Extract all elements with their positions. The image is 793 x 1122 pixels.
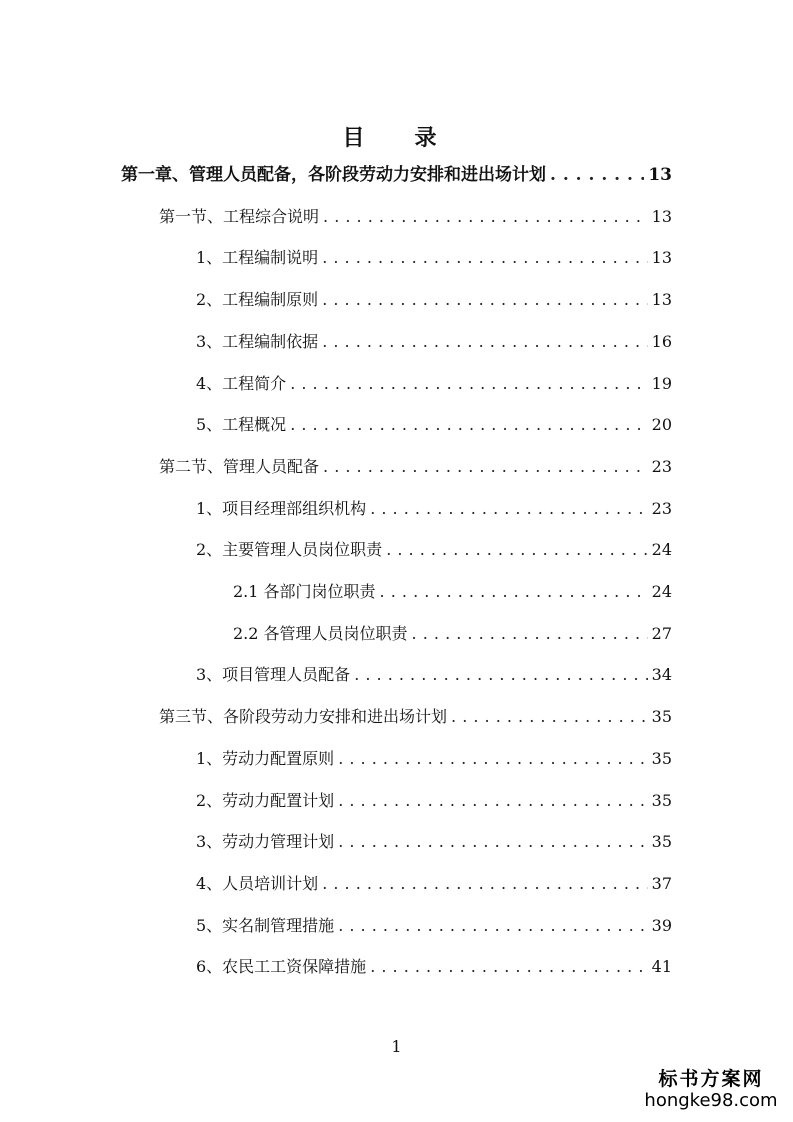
toc-entry-title: 2、工程编制原则 — [196, 290, 319, 310]
toc-entry[interactable] — [196, 286, 672, 314]
toc-entry-title: 2.1 各部门岗位职责 — [233, 582, 376, 601]
toc-entry[interactable] — [196, 495, 672, 523]
toc-entry-page: 16 — [651, 331, 672, 351]
watermark — [636, 1068, 786, 1112]
toc-entry-page: 23 — [651, 498, 672, 518]
toc-dot-leader — [338, 828, 647, 856]
toc-entry-page: 24 — [651, 540, 672, 560]
toc-entry-title: 3、项目管理人员配备 — [196, 665, 351, 685]
toc-entry-title: 第一章、管理人员配备，各阶段劳动力安排和进出场计划 — [121, 165, 546, 185]
toc-entry-page: 35 — [651, 748, 672, 768]
toc-entry[interactable] — [196, 953, 672, 981]
toc-entry[interactable] — [159, 203, 672, 231]
page-title: 目 录 — [342, 125, 451, 151]
toc-dot-leader — [354, 661, 647, 689]
toc-entry-title: 1、项目经理部组织机构 — [196, 498, 367, 518]
toc-entry[interactable] — [159, 453, 672, 481]
toc-dot-leader — [370, 495, 647, 523]
toc-dot-leader — [338, 745, 647, 773]
toc-entry-title: 1、劳动力配置原则 — [196, 748, 335, 768]
toc-entry[interactable] — [159, 703, 672, 731]
toc-entry[interactable] — [196, 745, 672, 773]
toc-entry-page: 37 — [651, 873, 672, 893]
toc-entry-page: 35 — [651, 832, 672, 852]
toc-entry[interactable] — [196, 411, 672, 439]
toc-entry-title: 5、实名制管理措施 — [196, 915, 335, 935]
toc-entry-page: 13 — [651, 248, 672, 268]
toc-entry[interactable] — [196, 370, 672, 398]
toc-dot-leader — [290, 370, 647, 398]
watermark-url: hongke98.com — [644, 1090, 778, 1111]
toc-entry-title: 2、劳动力配置计划 — [196, 790, 335, 810]
toc-entry-page: 24 — [651, 582, 672, 601]
toc-entry-title: 第一节、工程综合说明 — [159, 206, 320, 226]
toc-entry-page: 23 — [651, 456, 672, 476]
toc-entry-page: 41 — [651, 957, 672, 977]
toc-entry[interactable] — [196, 661, 672, 689]
toc-entry-page: 19 — [651, 373, 672, 393]
toc-entry-title: 6、农民工工资保障措施 — [196, 957, 367, 977]
toc-dot-leader — [370, 953, 647, 981]
toc-entry[interactable] — [196, 328, 672, 356]
toc-entry-title: 第三节、各阶段劳动力安排和进出场计划 — [159, 707, 448, 727]
toc-dot-leader — [338, 787, 647, 815]
toc-entry[interactable] — [196, 536, 672, 564]
toc-entry[interactable] — [233, 578, 672, 606]
toc-entry-page: 27 — [651, 623, 672, 643]
page-number: 1 — [391, 1037, 402, 1056]
toc-entry-title: 3、工程编制依据 — [196, 331, 319, 351]
toc-entry[interactable] — [196, 912, 672, 940]
toc-dot-leader — [386, 536, 647, 564]
toc-entry-page: 35 — [651, 790, 672, 810]
toc-entry-title: 4、人员培训计划 — [196, 873, 319, 893]
toc-dot-leader — [290, 411, 647, 439]
toc-entry-page: 13 — [651, 206, 672, 226]
toc-dot-leader — [338, 912, 647, 940]
toc-entry[interactable] — [233, 620, 672, 648]
toc-entry[interactable] — [196, 244, 672, 272]
toc-dot-leader — [323, 453, 648, 481]
toc-entry[interactable] — [196, 870, 672, 898]
toc-entry-title: 1、工程编制说明 — [196, 248, 319, 268]
toc-dot-leader — [323, 203, 648, 231]
toc-dot-leader — [550, 161, 644, 189]
toc-entry[interactable] — [196, 787, 672, 815]
toc-entry-page: 35 — [651, 707, 672, 727]
toc-dot-leader — [322, 870, 647, 898]
toc-dot-leader — [380, 578, 648, 606]
toc-dot-leader — [322, 244, 647, 272]
toc-entry-page: 39 — [651, 915, 672, 935]
toc-dot-leader — [412, 620, 648, 648]
toc-entry-title: 2.2 各管理人员岗位职责 — [233, 623, 408, 643]
watermark-name: 标书方案网 — [658, 1068, 764, 1090]
toc-entry-page: 13 — [651, 290, 672, 310]
toc-dot-leader — [451, 703, 648, 731]
toc-entry-title: 第二节、管理人员配备 — [159, 456, 320, 476]
toc-entry-title: 2、主要管理人员岗位职责 — [196, 540, 383, 560]
toc-entry-page: 13 — [648, 165, 672, 185]
toc-entry-title: 5、工程概况 — [196, 415, 287, 435]
toc-entry-title: 3、劳动力管理计划 — [196, 832, 335, 852]
toc-entry-title: 4、工程简介 — [196, 373, 287, 393]
toc-dot-leader — [322, 286, 647, 314]
toc-entry-page: 20 — [651, 415, 672, 435]
toc-entry[interactable] — [121, 161, 672, 189]
toc-entry[interactable] — [196, 828, 672, 856]
toc-entry-page: 34 — [651, 665, 672, 685]
toc-dot-leader — [322, 328, 647, 356]
